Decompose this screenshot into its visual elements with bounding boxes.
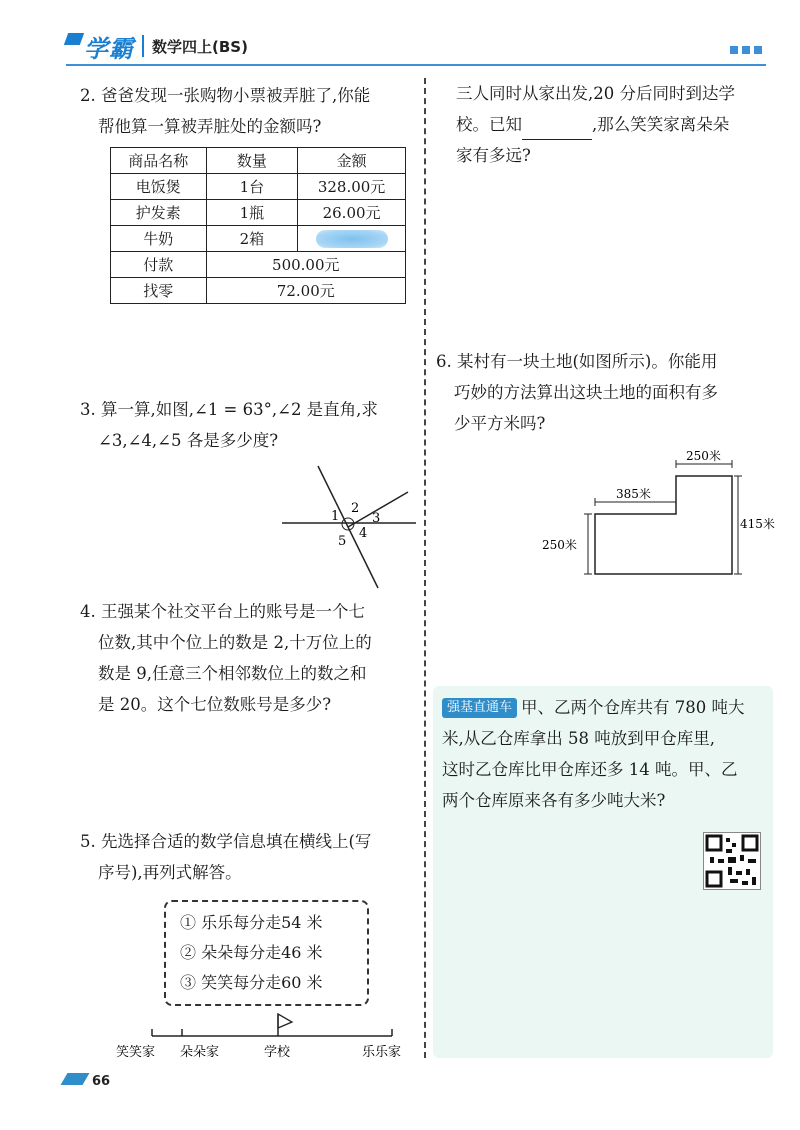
item-qty: 1瓶 [206,200,298,226]
item-name: 牛奶 [111,226,207,252]
question-5 [80,826,420,888]
logo-separator [142,35,144,57]
table-row [111,200,406,226]
header-dots [730,46,762,54]
question-number: 5. [80,832,96,851]
table-row [111,174,406,200]
dim-right-label: 415米 [740,517,775,531]
land-diagram [540,448,780,588]
pencil-icon [61,1073,90,1085]
change-label: 找零 [111,278,207,304]
table-row [111,278,406,304]
question-number: 3. [80,400,96,419]
place-label: 笑笑家 [116,1045,156,1060]
angle-label-4: 4 [359,526,368,541]
q2-line2: 帮他算一算被弄脏处的金额吗? [98,117,322,136]
angle-label-5: 5 [338,534,347,549]
item-qty: 1台 [206,174,298,200]
table-header-row [111,148,406,174]
q5-line2: 序号),再列式解答。 [98,863,242,882]
receipt-table [110,147,406,304]
q5-line1: 先选择合适的数学信息填在横线上(写 [101,832,372,851]
q3-line1: 算一算,如图,∠1 = 63°,∠2 是直角,求 [101,400,378,419]
header-cell: 商品名称 [111,148,207,174]
info-item: ③ 笑笑每分走60 米 [180,973,323,992]
item-amount: 328.00元 [298,174,406,200]
place-label: 学校 [264,1045,291,1060]
bonus-line4: 两个仓库原来各有多少吨大米? [442,791,666,810]
dim-left-label: 250米 [542,538,577,552]
qr-pattern [704,833,760,889]
route-diagram [110,1004,420,1064]
question-number: 4. [80,602,96,621]
flag-icon [278,1014,292,1028]
question-6 [436,346,776,439]
angle-diagram [280,464,420,594]
logo-text: 学霸 [84,34,134,63]
dim-step-label: 385米 [616,487,651,501]
info-box [164,900,369,1006]
table-row [111,226,406,252]
q6-line3: 少平方米吗? [454,414,546,433]
bonus-line1: 甲、乙两个仓库共有 780 吨大 [521,698,745,717]
header-cell: 金额 [298,148,406,174]
question-5-continued [456,78,776,171]
qr-code-icon[interactable] [703,832,761,890]
q5-cont1: 三人同时从家出发,20 分后同时到达学 [456,84,735,103]
info-item: ② 朵朵每分走46 米 [180,943,323,962]
question-number: 2. [80,86,96,105]
question-number: 6. [436,352,452,371]
stained-amount [298,226,406,252]
item-name: 电饭煲 [111,174,207,200]
graduation-cap-icon [64,33,84,45]
bonus-line2: 米,从乙仓库拿出 58 吨放到甲仓库里, [442,729,715,748]
q5-cont2a: 校。已知 [456,115,522,134]
dim-top-label: 250米 [686,449,721,463]
angle-label-3: 3 [372,511,381,526]
q4-line1: 王强某个社交平台上的账号是一个七 [101,602,365,621]
question-4 [80,596,420,720]
column-divider [424,78,426,1058]
header-rule [66,64,766,66]
pay-value: 500.00元 [206,252,405,278]
question-2 [80,80,420,142]
place-label: 朵朵家 [180,1045,220,1060]
angle-label-2: 2 [351,501,360,516]
q5-cont2b: ,那么笑笑家离朵朵 [592,115,730,134]
bonus-question [442,692,774,816]
q6-line2: 巧妙的方法算出这块土地的面积有多 [454,383,718,402]
page-number: 66 [92,1074,111,1089]
q4-line4: 是 20。这个七位数账号是多少? [98,695,332,714]
change-value: 72.00元 [206,278,405,304]
q4-line2: 位数,其中个位上的数是 2,十万位上的 [98,633,372,652]
item-qty: 2箱 [206,226,298,252]
item-amount: 26.00元 [298,200,406,226]
bonus-line3: 这时乙仓库比甲仓库还多 14 吨。甲、乙 [442,760,738,779]
pay-label: 付款 [111,252,207,278]
answer-blank[interactable] [522,120,592,140]
bonus-tag: 强基直通车 [442,698,517,718]
table-row [111,252,406,278]
info-item: ① 乐乐每分走54 米 [180,913,323,932]
q6-line1: 某村有一块土地(如图所示)。你能用 [457,352,718,371]
question-3 [80,394,420,456]
q2-line1: 爸爸发现一张购物小票被弄脏了,你能 [101,86,371,105]
item-name: 护发素 [111,200,207,226]
q4-line3: 数是 9,任意三个相邻数位上的数之和 [98,664,367,683]
angle-label-1: 1 [331,509,340,524]
ink-stain [316,230,388,248]
place-label: 乐乐家 [362,1045,402,1060]
brand-logo [66,30,248,62]
q5-cont3: 家有多远? [456,146,531,165]
q3-line2: ∠3,∠4,∠5 各是多少度? [98,431,279,450]
book-series: 数学四上(BS) [152,37,248,56]
header-cell: 数量 [206,148,298,174]
